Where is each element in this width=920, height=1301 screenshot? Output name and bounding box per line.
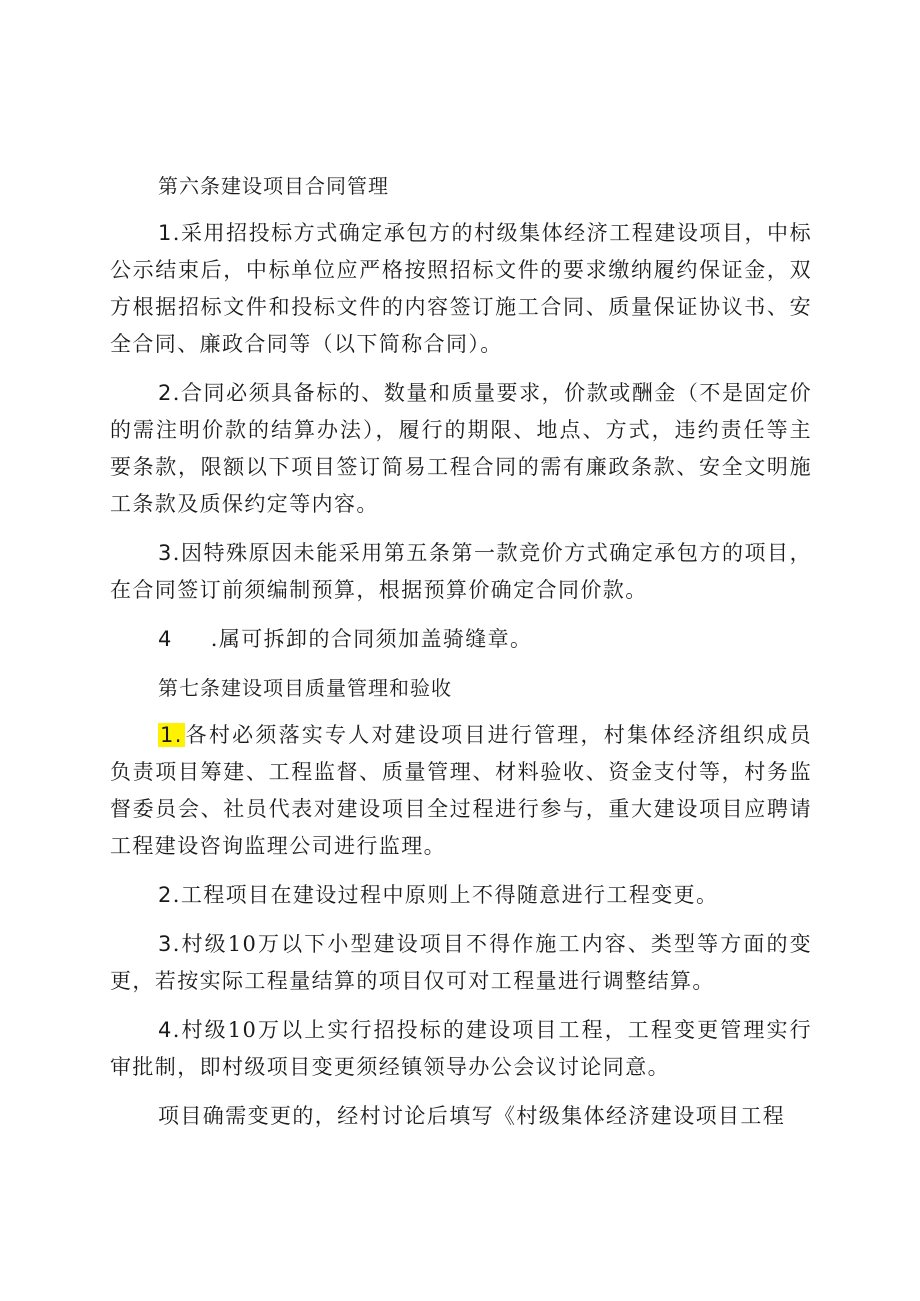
item-text: .合同必须具备标的、数量和质量要求，价款或酬金（不是固定价的需注明价款的结算办法），履行的期限、地点、方式，违约责任等主要条款，限额以下项目签订简易工程合同的需有廉政条款、安全文明施工条款及质保约定等内容。 [110, 381, 812, 516]
item-number: 2 [158, 381, 173, 405]
item-number: 3 [158, 541, 173, 565]
highlighted-item-number: 1. [160, 723, 183, 747]
item-number: 2 [158, 883, 173, 907]
item-text: 项目确需变更的，经村讨论后填写《村级集体经济建设项目工程 [158, 1104, 786, 1128]
article-6-item-1 [110, 215, 812, 363]
article-7-item-4 [110, 1012, 812, 1086]
document-body [110, 168, 812, 1147]
item-text: .工程项目在建设过程中原则上不得随意进行工程变更。 [172, 883, 719, 907]
article-7-title-text: 第七条建设项目质量管理和验收 [158, 676, 452, 700]
article-6-title-text: 第六条建设项目合同管理 [158, 174, 389, 198]
item-number: 4 [158, 627, 173, 651]
item-text: 各村必须落实专人对建设项目进行管理，村集体经济组织成员负责项目筹建、工程监督、质量管理、材料验收、资金支付等，村务监督委员会、社员代表对建设项目全过程进行参与，重大建设项目应聘请工程建设咨询监理公司进行监理。 [110, 723, 812, 858]
item-text: .因特殊原因未能采用第五条第一款竞价方式确定承包方的项目，在合同签订前须编制预算，根据预算价确定合同价款。 [110, 541, 812, 602]
article-7-item-4-continuation [110, 1098, 812, 1135]
article-6-title [110, 168, 812, 205]
item-number: 1 [158, 221, 173, 245]
article-7-item-2 [110, 877, 812, 914]
article-6-item-4 [110, 621, 812, 658]
item-text: .属可拆卸的合同须加盖骑缝章。 [210, 627, 533, 651]
item-text: .采用招投标方式确定承包方的村级集体经济工程建设项目，中标公示结束后，中标单位应严格按照招标文件的要求缴纳履约保证金，双方根据招标文件和投标文件的内容签订施工合同、质量保证协议书、安全合同、廉政合同等（以下简称合同）。 [110, 221, 812, 356]
article-6-item-3 [110, 535, 812, 609]
article-6-item-2 [110, 375, 812, 523]
article-7-item-3 [110, 926, 812, 1000]
item-number: 4 [158, 1018, 173, 1042]
item-number: 3 [158, 932, 173, 956]
item-text: .村级10万以下小型建设项目不得作施工内容、类型等方面的变更，若按实际工程量结算的项目仅可对工程量进行调整结算。 [110, 932, 812, 993]
article-7-title [110, 670, 812, 707]
article-7-item-1 [110, 717, 812, 865]
item-text: .村级10万以上实行招投标的建设项目工程，工程变更管理实行审批制，即村级项目变更须经镇领导办公会议讨论同意。 [110, 1018, 812, 1079]
